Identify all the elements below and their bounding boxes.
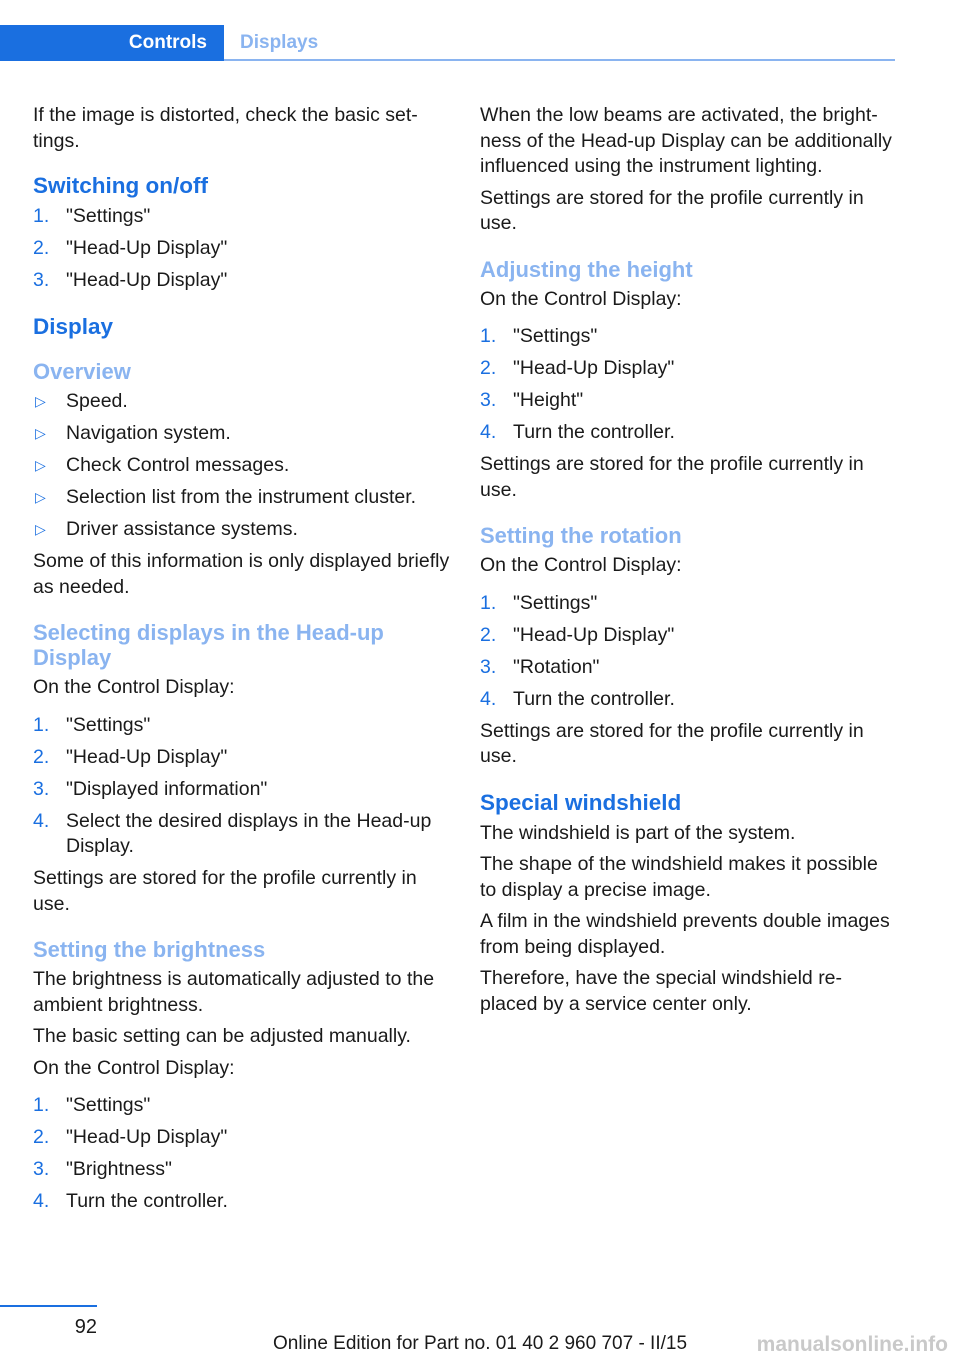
triangle-bullet-icon: ▷ (35, 457, 46, 473)
brightness-p2: The basic setting can be adjusted manually. (33, 1025, 411, 1047)
brightness-intro: On the Control Display: (33, 1056, 235, 1079)
triangle-bullet-icon: ▷ (35, 489, 46, 505)
list-item: 1. "Settings" (33, 205, 151, 227)
heading-selecting: Selecting displays in the Head-up Display (33, 620, 384, 670)
list-item: 3. "Rotation" (480, 655, 600, 678)
rotation-list (480, 591, 892, 713)
list-item: 4. Turn the controller. (33, 1190, 228, 1212)
list-item: 2. "Head-Up Display" (33, 237, 228, 259)
heading-display: Display (33, 314, 114, 339)
list-item: 2. "Head-Up Display" (480, 623, 675, 646)
list-item: 1. "Settings" (480, 325, 598, 347)
list-item: 3. "Head-Up Display" (33, 269, 228, 291)
triangle-bullet-icon: ▷ (35, 425, 46, 441)
list-item: 3. "Brightness" (33, 1158, 172, 1180)
selecting-note: Settings are stored for the profile currently in use. (33, 867, 417, 915)
heading-rotation: Setting the rotation (480, 523, 682, 548)
list-item: ▷ Speed. (33, 389, 453, 415)
overview-list (33, 389, 453, 543)
triangle-bullet-icon: ▷ (35, 393, 46, 409)
list-item: ▷ Navigation system. (33, 421, 453, 447)
windshield-p3: A film in the windshield prevents double images from being displayed. (480, 910, 890, 958)
list-item: 2. "Head-Up Display" (33, 1126, 228, 1148)
heading-switching: Switching on/off (33, 173, 208, 198)
windshield-p2: The shape of the windshield makes it possible to display a precise image. (480, 853, 878, 901)
height-intro: On the Control Display: (480, 287, 682, 310)
rotation-intro: On the Control Display: (480, 554, 682, 576)
tab-displays[interactable]: Displays (240, 32, 319, 53)
tab-controls[interactable]: Controls (0, 25, 224, 61)
overview-note: Some of this information is only displayed briefly as needed. (33, 550, 450, 598)
edition-text: Online Edition for Part no. 01 40 2 960 707 - II/15 (272, 1333, 688, 1354)
switching-list (33, 204, 453, 294)
list-item: ▷ Driver assistance systems. (33, 517, 453, 543)
list-item: 4. Turn the controller. (480, 687, 675, 710)
brightness-p1: The brightness is automatically adjusted to the ambient brightness. (33, 968, 435, 1016)
list-item: 4. Turn the controller. (480, 421, 675, 443)
lowbeam-text: When the low beams are activated, the brightness of the Head-up Display can be additionally influenced using the instrument lighting. (480, 104, 892, 177)
list-item: 3. "Height" (480, 389, 584, 411)
heading-windshield: Special windshield (480, 789, 682, 815)
list-item: 1. "Settings" (480, 591, 598, 614)
header-rule (224, 59, 895, 61)
selecting-list (33, 713, 453, 860)
right-column (480, 103, 892, 1023)
windshield-p1: The windshield is part of the system. (480, 821, 796, 844)
brightness-list (33, 1093, 453, 1215)
footer-rule (0, 1305, 97, 1307)
height-list (480, 324, 892, 446)
heading-brightness: Setting the brightness (33, 937, 266, 962)
list-item: ▷ Selection list from the instrument cluster. (33, 485, 453, 511)
triangle-bullet-icon: ▷ (35, 521, 46, 537)
left-column (33, 103, 453, 1221)
heading-height: Adjusting the height (480, 256, 693, 282)
list-item: ▷ Check Control messages. (33, 453, 453, 479)
header (0, 0, 960, 64)
list-item: 1. "Settings" (33, 713, 151, 736)
height-note: Settings are stored for the profile currently in use. (480, 453, 864, 501)
list-item: 2. "Head-Up Display" (33, 745, 228, 768)
list-item: 2. "Head-Up Display" (480, 357, 675, 379)
list-item: 3. "Displayed information" (33, 777, 268, 800)
list-item: 1. "Settings" (33, 1094, 151, 1116)
list-item: 4. Select the desired displays in the Head-up Display. (33, 809, 432, 857)
windshield-p4: Therefore, have the special windshield replaced by a service center only. (480, 967, 843, 1015)
watermark: manualsonline.info (756, 1333, 948, 1356)
heading-overview: Overview (33, 359, 131, 384)
selecting-intro: On the Control Display: (33, 676, 235, 698)
page-number: 92 (74, 1316, 97, 1338)
intro-text: If the image is distorted, check the basic settings. (33, 104, 418, 152)
rotation-note: Settings are stored for the profile currently in use. (480, 719, 864, 767)
stored-note: Settings are stored for the profile currently in use. (480, 186, 864, 234)
